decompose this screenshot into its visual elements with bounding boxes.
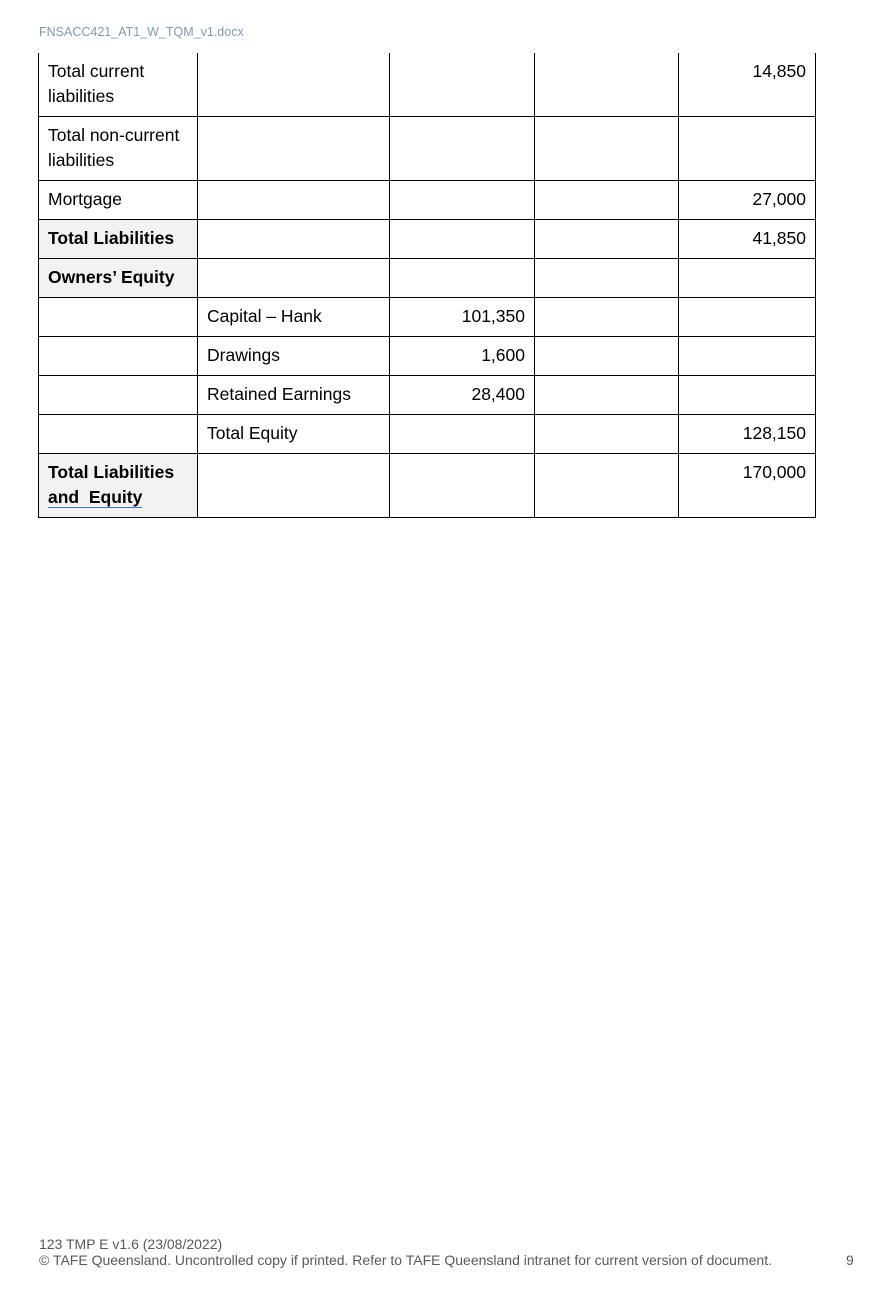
footer-copyright: © TAFE Queensland. Uncontrolled copy if printed. Refer to TAFE Queensland intranet for current version of document. bbox=[39, 1252, 772, 1268]
account-cell bbox=[198, 117, 390, 181]
row-label bbox=[39, 298, 198, 337]
account-cell: Retained Earnings bbox=[198, 376, 390, 415]
account-cell bbox=[198, 181, 390, 220]
row-label: Mortgage bbox=[39, 181, 198, 220]
subtotal-cell bbox=[535, 53, 679, 117]
table-row bbox=[39, 298, 816, 337]
amount-cell bbox=[390, 454, 535, 518]
total-cell bbox=[679, 298, 816, 337]
total-cell: 128,150 bbox=[679, 415, 816, 454]
page-number: 9 bbox=[846, 1252, 854, 1268]
subtotal-cell bbox=[535, 376, 679, 415]
spellcheck-underline: and Equity bbox=[48, 487, 143, 507]
total-cell bbox=[679, 376, 816, 415]
subtotal-cell bbox=[535, 298, 679, 337]
account-cell bbox=[198, 454, 390, 518]
row-label: Total non-current liabilities bbox=[39, 117, 198, 181]
total-cell bbox=[679, 337, 816, 376]
account-cell: Drawings bbox=[198, 337, 390, 376]
row-label: Total current liabilities bbox=[39, 53, 198, 117]
amount-cell bbox=[390, 259, 535, 298]
row-label: Owners’ Equity bbox=[39, 259, 198, 298]
account-cell: Capital – Hank bbox=[198, 298, 390, 337]
table-row bbox=[39, 53, 816, 117]
row-label: Total Liabilities bbox=[39, 220, 198, 259]
table-row bbox=[39, 454, 816, 518]
table-row bbox=[39, 376, 816, 415]
account-cell bbox=[198, 259, 390, 298]
table-row bbox=[39, 337, 816, 376]
total-cell: 170,000 bbox=[679, 454, 816, 518]
amount-cell: 101,350 bbox=[390, 298, 535, 337]
table-row bbox=[39, 181, 816, 220]
total-cell: 14,850 bbox=[679, 53, 816, 117]
subtotal-cell bbox=[535, 220, 679, 259]
amount-cell: 28,400 bbox=[390, 376, 535, 415]
table-row bbox=[39, 259, 816, 298]
account-cell bbox=[198, 220, 390, 259]
table-row bbox=[39, 220, 816, 259]
row-label: Total Liabilities and Equity bbox=[39, 454, 198, 518]
subtotal-cell bbox=[535, 181, 679, 220]
total-cell bbox=[679, 259, 816, 298]
document-filename: FNSACC421_AT1_W_TQM_v1.docx bbox=[39, 25, 244, 39]
subtotal-cell bbox=[535, 454, 679, 518]
amount-cell bbox=[390, 220, 535, 259]
row-label bbox=[39, 376, 198, 415]
table-row bbox=[39, 415, 816, 454]
subtotal-cell bbox=[535, 415, 679, 454]
total-cell: 27,000 bbox=[679, 181, 816, 220]
subtotal-cell bbox=[535, 337, 679, 376]
balance-sheet-table bbox=[38, 53, 816, 518]
subtotal-cell bbox=[535, 117, 679, 181]
amount-cell bbox=[390, 181, 535, 220]
subtotal-cell bbox=[535, 259, 679, 298]
amount-cell: 1,600 bbox=[390, 337, 535, 376]
footer-version: 123 TMP E v1.6 (23/08/2022) bbox=[39, 1236, 223, 1252]
account-cell: Total Equity bbox=[198, 415, 390, 454]
table-row bbox=[39, 117, 816, 181]
total-cell bbox=[679, 117, 816, 181]
account-cell bbox=[198, 53, 390, 117]
amount-cell bbox=[390, 53, 535, 117]
row-label bbox=[39, 337, 198, 376]
amount-cell bbox=[390, 117, 535, 181]
total-cell: 41,850 bbox=[679, 220, 816, 259]
row-label bbox=[39, 415, 198, 454]
amount-cell bbox=[390, 415, 535, 454]
